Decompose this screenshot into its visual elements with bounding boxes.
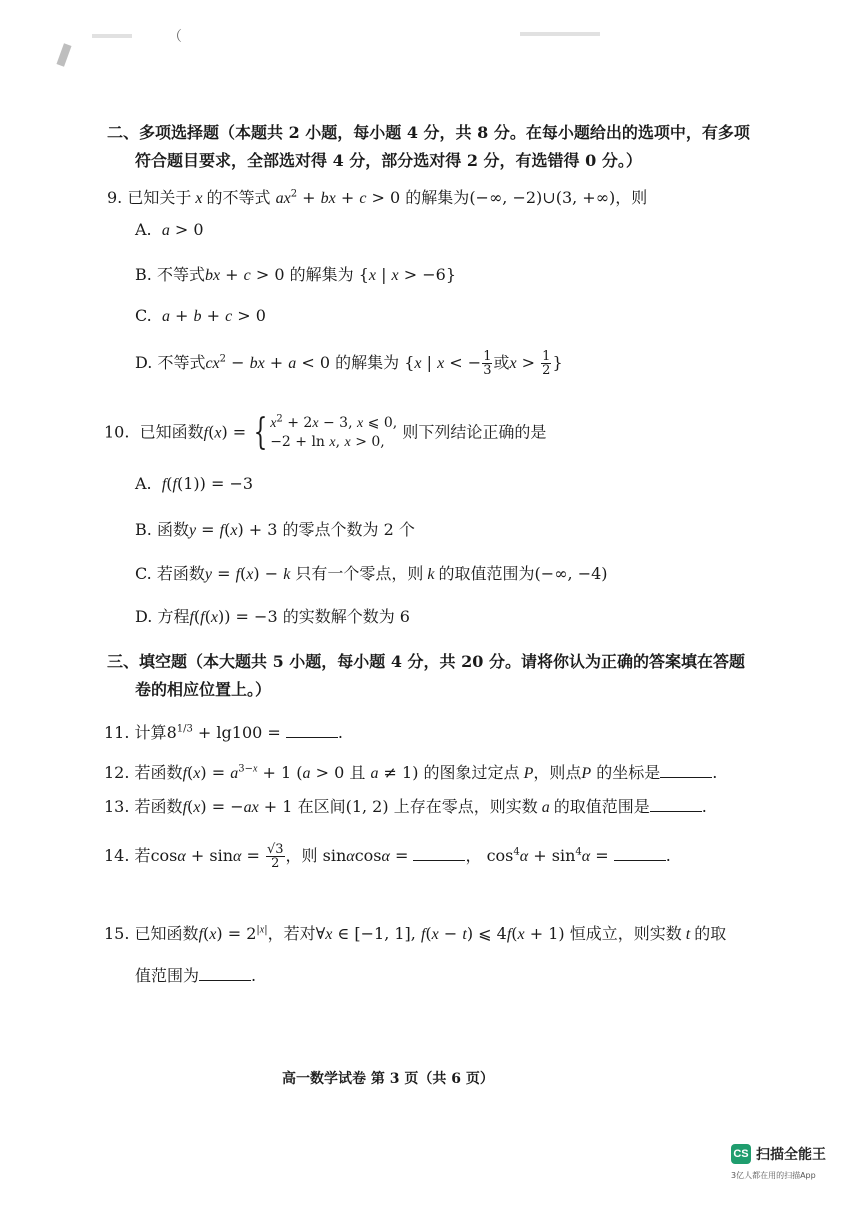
watermark-tagline: 3亿人都在用的扫描App (731, 1171, 816, 1180)
scan-smudge (92, 34, 132, 38)
question-10-option-a: A. f(f(1)) = −3 (135, 474, 254, 493)
question-15-line-2: 值范围为 . (135, 966, 257, 985)
question-9-option-d: D. 不等式$cx^2$ − bx + a < 0 的解集为 {x | x < − $\frac{1}{3}$ 或x > $\frac{1}{2}$ } (135, 349, 563, 378)
question-13: 13. 若函数f(x) = −ax + 1 在区间(1, 2) 上存在零点，则实数 a 的取值范围是 . (104, 797, 707, 816)
scan-smudge (520, 32, 600, 36)
question-10-option-d: D. 方程f(f(x)) = −3 的实数解个数为 6 (135, 607, 410, 626)
question-9-option-c: C. a + b + c > 0 (135, 306, 266, 325)
question-10-option-b: B. 函数y = f(x) + 3 的零点个数为 2 个 (135, 520, 415, 539)
header-fragment: （ (168, 29, 182, 45)
question-10-option-c: C. 若函数y = f(x) − k 只有一个零点，则 k 的取值范围为(−∞, −4) (135, 564, 608, 583)
camscanner-logo-icon: CS (731, 1144, 751, 1164)
answer-blank (660, 763, 712, 778)
answer-blank (413, 846, 465, 861)
page-footer: 高一数学试卷 第 3 页（共 6 页） (282, 1071, 494, 1087)
section-3-heading: 三、填空题（本大题共 5 小题，每小题 4 分，共 20 分。请将你认为正确的答案填在答题 卷的相应位置上。） (107, 652, 745, 699)
answer-blank (614, 846, 666, 861)
watermark-brand: 扫描全能王 (756, 1147, 826, 1163)
section-2-heading: 二、多项选择题（本题共 2 小题，每小题 4 分，共 8 分。在每小题给出的选项中，有多项 符合题目要求，全部选对得 4 分，部分选对得 2 分，有选错得 0 分。） (107, 123, 750, 170)
question-9: 9. 已知关于 x 的不等式 $ax^2$ + bx + c > 0 的解集为(−∞, −2)∪(3, +∞)，则 (107, 188, 648, 207)
question-14: 14. 若cosα + sinα = $\frac{√3}{2}$ ，则 sinαcosα = ， $\cos^4\alpha + \sin^4\alpha$ = . (104, 842, 671, 871)
question-10: 10. 已知函数f(x) = { $x^2 + 2x - 3$, x ⩽ 0, −2 + ln x, x > 0, 则下列结论正确的是 (104, 412, 547, 453)
answer-blank (199, 966, 251, 981)
question-9-option-a: A. a > 0 (135, 220, 204, 239)
question-12: 12. 若函数$f(x) = a^{3-x} + 1$ (a > 0 且 a ≠ 1) 的图象过定点 P，则点P 的坐标是 . (104, 763, 718, 782)
answer-blank (650, 797, 702, 812)
scan-smudge (56, 43, 71, 66)
question-15: 15. 已知函数$f(x) = 2^{|x|}$，若对∀x ∈ [−1, 1], f(x − t) ⩽ 4f(x + 1) 恒成立，则实数 t 的取 (104, 924, 727, 943)
answer-blank (286, 723, 338, 738)
question-11: 11. 计算$8^{1/3} + \lg 100$ = . (104, 723, 343, 742)
question-9-option-b: B. 不等式bx + c > 0 的解集为 {x | x > −6} (135, 265, 456, 284)
